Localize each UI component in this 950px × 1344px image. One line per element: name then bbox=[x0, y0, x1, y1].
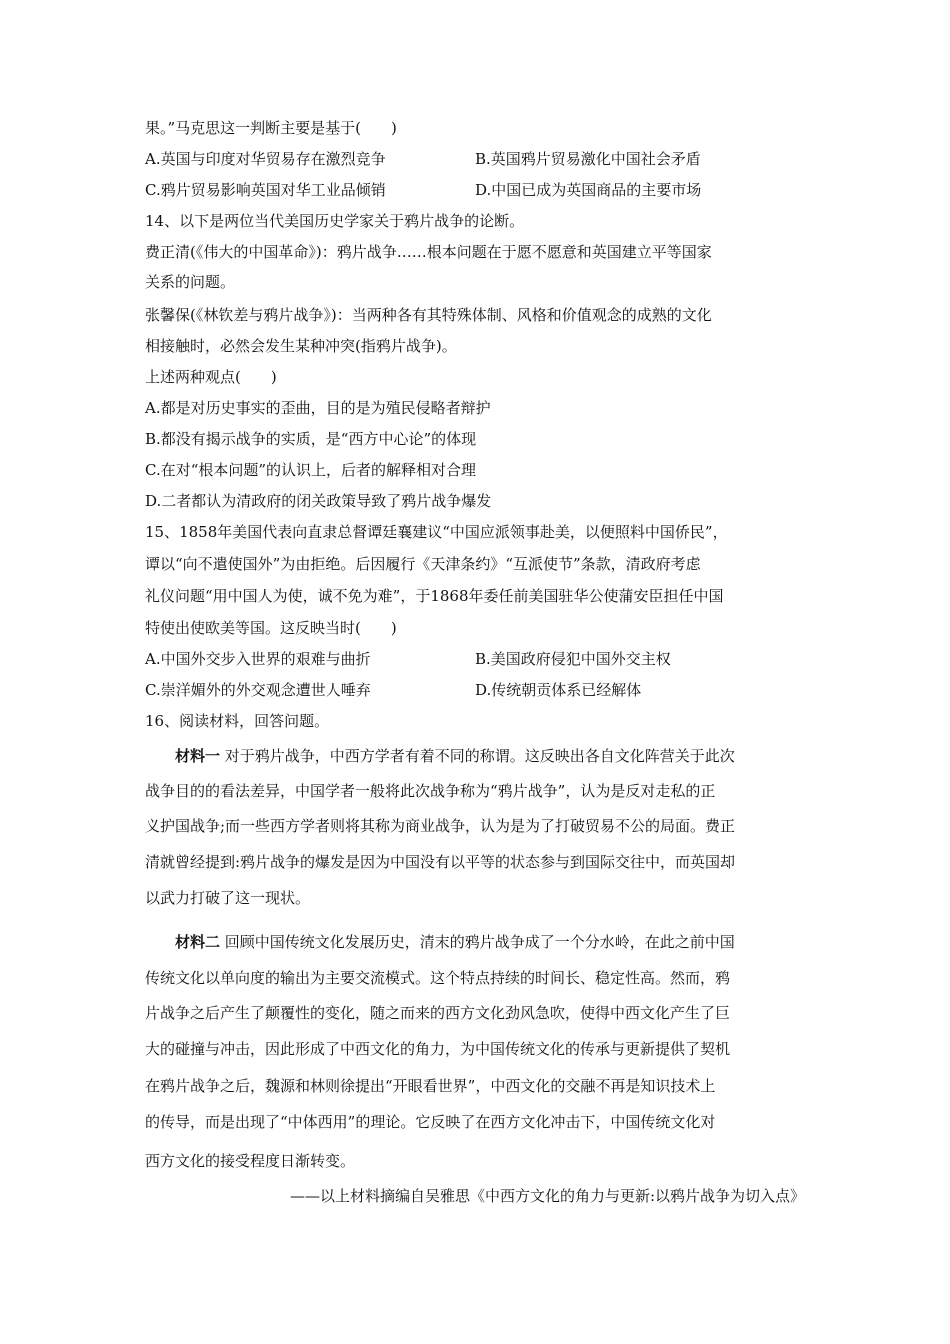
material-source-citation: ——以上材料摘编自吴雅思《中西方文化的角力与更新:以鸦片战争为切入点》 bbox=[289, 1187, 805, 1205]
q16-material-2-line-7: 西方文化的接受程度日渐转变。 bbox=[145, 1152, 356, 1170]
q16-material-1-line-4: 清就曾经提到:鸦片战争的爆发是因为中国没有以平等的状态参与到国际交往中，而英国却 bbox=[145, 853, 736, 871]
q16-material-2-line-3: 片战争之后产生了颠覆性的变化，随之而来的西方文化劲风急吹，使得中西文化产生了巨 bbox=[145, 1004, 731, 1022]
q16-material-1-line-2: 战争目的的看法差异，中国学者一般将此次战争称为“鸦片战争”，认为是反对走私的正 bbox=[145, 782, 716, 800]
q16-material-2-line-1 bbox=[175, 932, 735, 952]
q15-option-c: C.崇洋媚外的外交观念遭世人唾弃 bbox=[145, 681, 371, 699]
q13-option-d: D.中国已成为英国商品的主要市场 bbox=[475, 181, 702, 199]
q16-material-1-line-1 bbox=[175, 746, 735, 766]
q13-option-a: A.英国与印度对华贸易存在激烈竞争 bbox=[145, 150, 386, 168]
q14-option-d: D.二者都认为清政府的闭关政策导致了鸦片战争爆发 bbox=[145, 492, 492, 510]
q14-question: 上述两种观点( ) bbox=[145, 368, 277, 386]
material-2-text: 回顾中国传统文化发展历史，清末的鸦片战争成了一个分水岭，在此之前中国 bbox=[224, 933, 735, 951]
q14-option-a: A.都是对历史事实的歪曲，目的是为殖民侵略者辩护 bbox=[145, 399, 491, 417]
q15-option-a: A.中国外交步入世界的艰难与曲折 bbox=[145, 650, 371, 668]
q13-option-c: C.鸦片贸易影响英国对华工业品倾销 bbox=[145, 181, 386, 199]
q16-material-2-line-2: 传统文化以单向度的输出为主要交流模式。这个特点持续的时间长、稳定性高。然而，鸦 bbox=[145, 969, 731, 987]
q14-zhang-line-1: 张馨保(《林钦差与鸦片战争》)：当两种各有其特殊体制、风格和价值观念的成熟的文化 bbox=[145, 306, 712, 324]
q15-line-4: 特使出使欧美等国。这反映当时( ) bbox=[145, 619, 397, 637]
q14-option-b: B.都没有揭示战争的实质，是“西方中心论”的体现 bbox=[145, 430, 477, 448]
material-2-label: 材料二 bbox=[175, 933, 221, 951]
q15-option-b: B.美国政府侵犯中国外交主权 bbox=[475, 650, 671, 668]
q16-material-2-line-5: 在鸦片战争之后，魏源和林则徐提出“开眼看世界”，中西文化的交融不再是知识技术上 bbox=[145, 1077, 716, 1095]
q15-option-d: D.传统朝贡体系已经解体 bbox=[475, 681, 642, 699]
material-1-label: 材料一 bbox=[175, 747, 221, 765]
q16-material-1-line-3: 义护国战争;而一些西方学者则将其称为商业战争，认为是为了打破贸易不公的局面。费正 bbox=[145, 817, 736, 835]
q13-stem-tail: 果。”马克思这一判断主要是基于( ) bbox=[145, 119, 397, 137]
q14-zhang-line-2: 相接触时，必然会发生某种冲突(指鸦片战争)。 bbox=[145, 337, 457, 355]
q16-material-1-line-5: 以武力打破了这一现状。 bbox=[145, 889, 311, 907]
q15-line-2: 谭以“向不遣使国外”为由拒绝。后因履行《天津条约》“互派使节”条款，清政府考虑 bbox=[145, 555, 701, 573]
q16-stem: 16、阅读材料，回答问题。 bbox=[145, 712, 330, 730]
q16-material-2-line-6: 的传导，而是出现了“中体西用”的理论。它反映了在西方文化冲击下，中国传统文化对 bbox=[145, 1113, 716, 1131]
q13-option-b: B.英国鸦片贸易激化中国社会矛盾 bbox=[475, 150, 701, 168]
q15-line-3: 礼仪问题“用中国人为使，诚不免为难”，于1868年委任前美国驻华公使蒲安臣担任中国 bbox=[145, 587, 724, 605]
material-1-text: 对于鸦片战争，中西方学者有着不同的称谓。这反映出各自文化阵营关于此次 bbox=[224, 747, 735, 765]
q16-material-2-line-4: 大的碰撞与冲击，因此形成了中西文化的角力，为中国传统文化的传承与更新提供了契机 bbox=[145, 1040, 731, 1058]
q14-fei-line-2: 关系的问题。 bbox=[145, 273, 236, 291]
q15-line-1: 15、1858年美国代表向直隶总督谭廷襄建议“中国应派领事赴美，以便照料中国侨民”， bbox=[145, 523, 728, 541]
q14-option-c: C.在对“根本问题”的认识上，后者的解释相对合理 bbox=[145, 461, 477, 479]
q14-stem: 14、以下是两位当代美国历史学家关于鸦片战争的论断。 bbox=[145, 212, 525, 230]
q14-fei-line-1: 费正清(《伟大的中国革命》)：鸦片战争……根本问题在于愿不愿意和英国建立平等国家 bbox=[145, 243, 712, 261]
